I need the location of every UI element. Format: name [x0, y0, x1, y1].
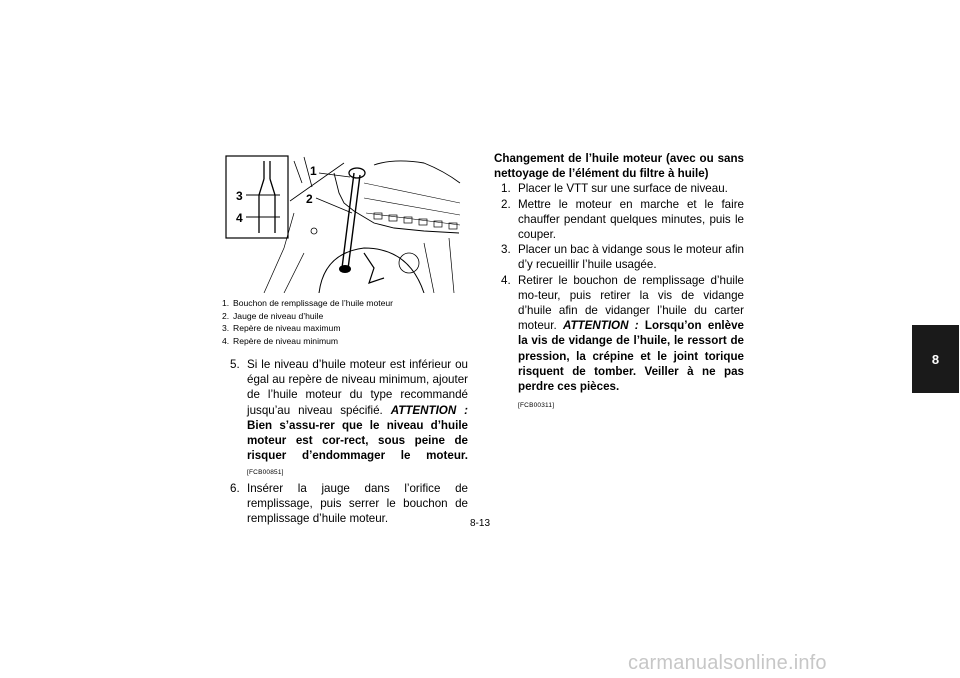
attention-text: Bien s’assu-rer que le niveau d’huile moteur est cor-rect, sous peine de risquer d’endommager le moteur.: [247, 418, 468, 463]
watermark: carmanualsonline.info: [628, 652, 827, 674]
section-heading: Changement de l’huile moteur (avec ou sans nettoyage de l’élément du filtre à huile): [494, 152, 744, 181]
right-column: [494, 151, 744, 413]
step-4: 4. Retirer le bouchon de remplissage d’huile mo-teur, puis retirer la vis de vidange d’huile afin de vidanger l’huile du carter moteur. ATTENTION : Lorsqu’on enlève la vis de vidange de l’huile, le ressort de pression, la crépine et le joint torique risquent de tomber. Veiller à ne pas perdre ces pièces.: [501, 273, 744, 394]
page-number: 8-13: [469, 518, 490, 529]
chapter-tab: 8: [912, 325, 959, 393]
caption-item: 2. Jauge de niveau d’huile: [222, 310, 324, 321]
left-column: [230, 357, 468, 526]
reference-code: [FCB00851]: [247, 469, 284, 477]
step-2: 2. Mettre le moteur en marche et le faire chauffer pendant quelques minutes, puis le couper.: [501, 197, 744, 242]
attention-label: ATTENTION :: [562, 319, 639, 333]
step-1: 1. Placer le VTT sur une surface de niveau.: [501, 182, 728, 196]
figure-caption: [222, 297, 482, 347]
label-3: 3: [236, 189, 243, 203]
label-2: 2: [306, 192, 313, 206]
step-3: 3. Placer un bac à vidange sous le moteur afin d’y recueillir l’huile usagée.: [501, 243, 744, 272]
caption-item: 4. Repère de niveau minimum: [222, 335, 339, 346]
step-5: 5. Si le niveau d’huile moteur est inférieur ou égal au repère de niveau minimum, ajouter de l’huile moteur du type recommandé jusqu’au niveau spécifié. ATTENTION : Bien s’assu-rer que le niveau d’huile moteur est cor-rect, sous peine de risquer d’endommager le moteur. [FCB00851]: [230, 358, 468, 477]
step-6: 6. Insérer la jauge dans l’orifice de remplissage, puis serrer le bouchon de remplissage d’huile moteur.: [230, 481, 468, 526]
attention-label: ATTENTION :: [390, 403, 468, 417]
caption-item: 1. Bouchon de remplissage de l’huile moteur: [222, 298, 394, 308]
reference-code: [FCB00311]: [518, 402, 555, 410]
label-1: 1: [310, 164, 317, 178]
engine-dipstick-illustration: [224, 153, 464, 293]
illustration-svg: [224, 153, 464, 293]
caption-item: 3. Repère de niveau maximum: [222, 323, 341, 333]
attention-text: Lorsqu’on enlève la vis de vidange de l’huile, le ressort de pression, la crépine et le joint torique risquent de tomber. Veiller à ne pas perdre ces pièces.: [518, 319, 744, 394]
label-4: 4: [236, 211, 243, 225]
